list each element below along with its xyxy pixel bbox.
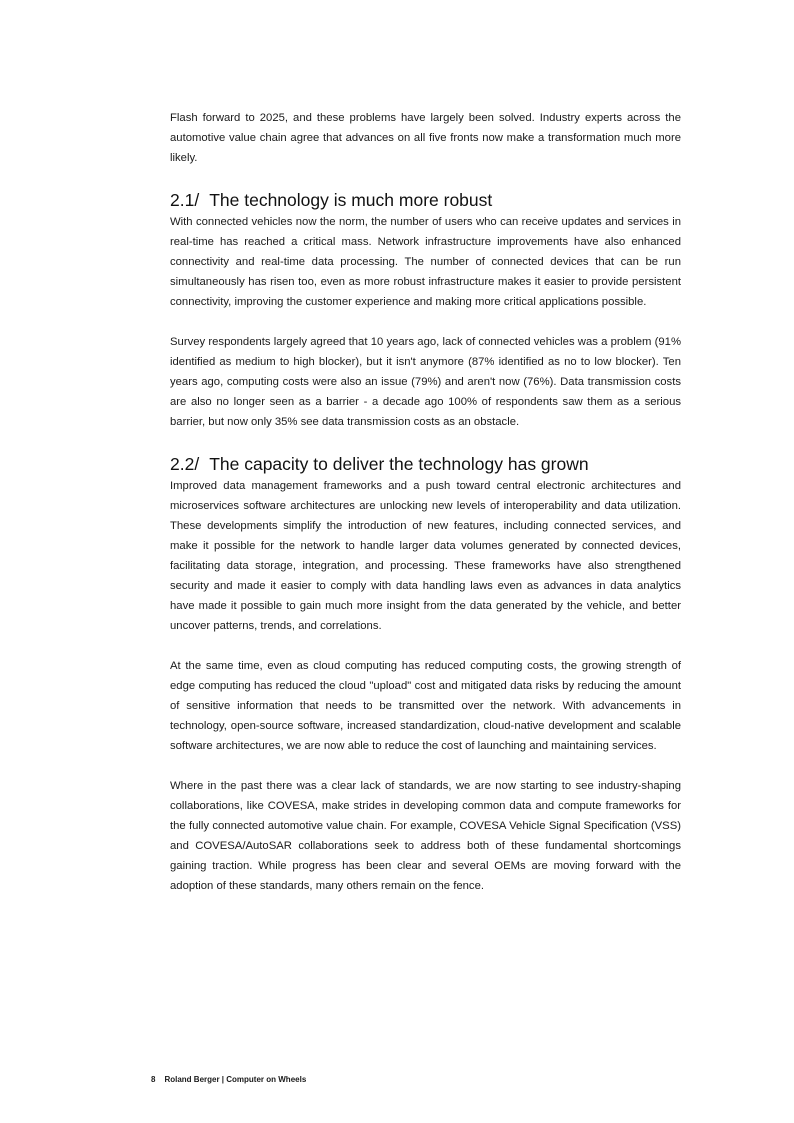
page-footer [151,1074,306,1086]
section-number: 2.2/ [170,454,200,474]
footer-text: Roland Berger | Computer on Wheels [164,1075,307,1084]
intro-paragraph: Flash forward to 2025, and these problems have largely been solved. Industry experts across the automotive value chain agree that advances on all five fronts now make a transformation much more likely. [170,112,681,164]
section-2-1-heading [170,188,681,212]
section-2-2-paragraph-2: At the same time, even as cloud computing has reduced computing costs, the growing strength of edge computing has reduced the cloud "upload" cost and mitigated data risks by reducing the amount of sensitive information that needs to be transmitted over the network. With advancements in technology, open-source software, increased standardization, cloud-native development and scalable software architectures, we are now able to reduce the cost of launching and maintaining services. [170,660,681,752]
section-2-2-heading [170,452,681,476]
section-2-2-paragraph-3: Where in the past there was a clear lack of standards, we are now starting to see industry-shaping collaborations, like COVESA, make strides in developing common data and compute frameworks for the fully connected automotive value chain. For example, COVESA Vehicle Signal Specification (VSS) and COVESA/AutoSAR collaborations seek to address both of these fundamental shortcomings gaining traction. While progress has been clear and several OEMs are moving forward with the adoption of these standards, many others remain on the fence. [170,780,681,892]
section-title: The technology is much more robust [209,190,493,210]
section-2-1-paragraph-2: Survey respondents largely agreed that 10 years ago, lack of connected vehicles was a problem (91% identified as medium to high blocker), but it isn't anymore (87% identified as no to low blocker). Ten years ago, computing costs were also an issue (79%) and aren't now (76%). Data transmission costs are also no longer seen as a barrier - a decade ago 100% of respondents saw them as a serious barrier, but now only 35% see data transmission costs as an obstacle. [170,336,681,428]
page-content [170,108,681,896]
section-title: The capacity to deliver the technology has grown [209,454,589,474]
page-number: 8 [151,1075,156,1084]
section-number: 2.1/ [170,190,200,210]
section-2-1-paragraph-1: With connected vehicles now the norm, the number of users who can receive updates and services in real-time has reached a critical mass. Network infrastructure improvements have also enhanced connectivity and real-time data processing. The number of connected devices that can be run simultaneously has risen too, even as more robust infrastructure makes it easier to provide persistent connectivity, improving the customer experience and making more critical applications possible. [170,216,681,308]
section-2-2-paragraph-1: Improved data management frameworks and a push toward central electronic architectures and microservices software architectures are unlocking new levels of interoperability and data utilization. These developments simplify the introduction of new features, including connected services, and make it possible for the network to handle larger data volumes generated by connected devices, facilitating data storage, integration, and processing. These frameworks have also strengthened security and made it easier to comply with data handling laws even as advances in data analytics have made it possible to gain much more insight from the data generated by the vehicle, and better uncover patterns, trends, and correlations. [170,480,681,632]
